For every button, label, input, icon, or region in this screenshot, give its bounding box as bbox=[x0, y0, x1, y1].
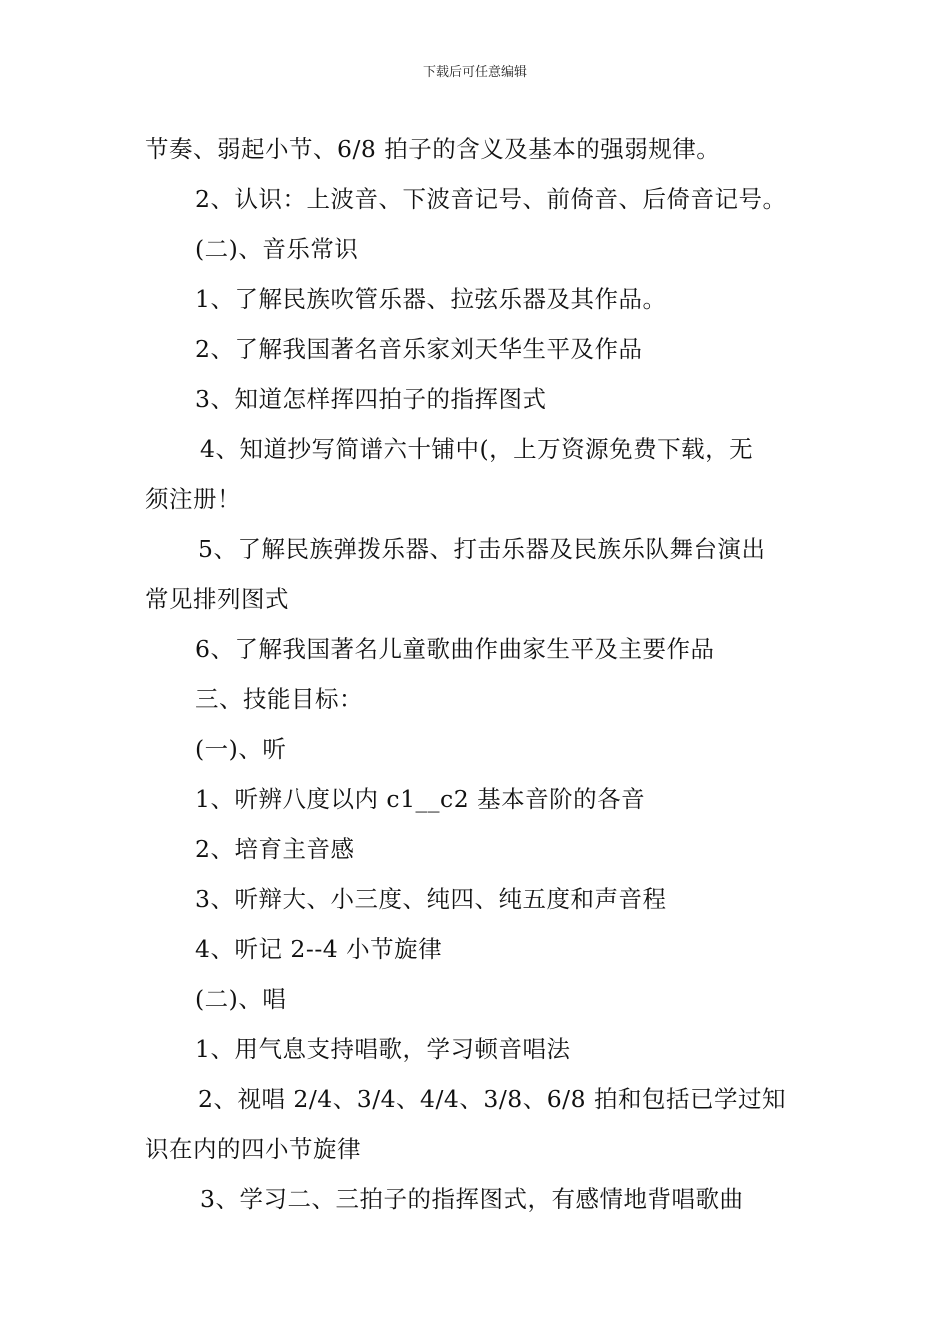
paragraph-line: 2、了解我国著名音乐家刘天华生平及作品 bbox=[195, 335, 643, 363]
paragraph-line: 1、听辨八度以内 c1__c2 基本音阶的各音 bbox=[195, 785, 646, 813]
paragraph-line: 2、视唱 2/4、3/4、4/4、3/8、6/8 拍和包括已学过知 bbox=[198, 1085, 786, 1113]
paragraph-line: 2、认识：上波音、下波音记号、前倚音、后倚音记号。 bbox=[195, 185, 787, 213]
section-heading: (一)、听 bbox=[195, 735, 287, 763]
section-heading: 三、技能目标： bbox=[195, 685, 363, 713]
paragraph-line: 3、知道怎样挥四拍子的指挥图式 bbox=[195, 385, 547, 413]
paragraph-line: 4、知道抄写简谱六十铺中(，上万资源免费下载，无 bbox=[200, 435, 754, 463]
paragraph-line: 6、了解我国著名儿童歌曲作曲家生平及主要作品 bbox=[195, 635, 715, 663]
paragraph-line: 常见排列图式 bbox=[145, 585, 289, 613]
page-header: 下载后可任意编辑 bbox=[422, 65, 527, 80]
section-heading: (二)、唱 bbox=[195, 985, 287, 1013]
paragraph-line: 3、听辩大、小三度、纯四、纯五度和声音程 bbox=[195, 885, 667, 913]
paragraph-line: 1、用气息支持唱歌，学习顿音唱法 bbox=[195, 1035, 571, 1063]
paragraph-line: 2、培育主音感 bbox=[195, 835, 355, 863]
paragraph-line: 5、了解民族弹拨乐器、打击乐器及民族乐队舞台演出 bbox=[198, 535, 766, 563]
paragraph-line: 3、学习二、三拍子的指挥图式，有感情地背唱歌曲 bbox=[200, 1185, 744, 1213]
paragraph-line: 1、了解民族吹管乐器、拉弦乐器及其作品。 bbox=[195, 285, 667, 313]
paragraph-line: 识在内的四小节旋律 bbox=[145, 1135, 361, 1163]
paragraph-line: 须注册！ bbox=[145, 485, 241, 513]
section-heading: (二)、音乐常识 bbox=[195, 235, 359, 263]
paragraph-line: 节奏、弱起小节、6/8 拍子的含义及基本的强弱规律。 bbox=[145, 135, 721, 163]
paragraph-line: 4、听记 2--4 小节旋律 bbox=[195, 935, 443, 963]
